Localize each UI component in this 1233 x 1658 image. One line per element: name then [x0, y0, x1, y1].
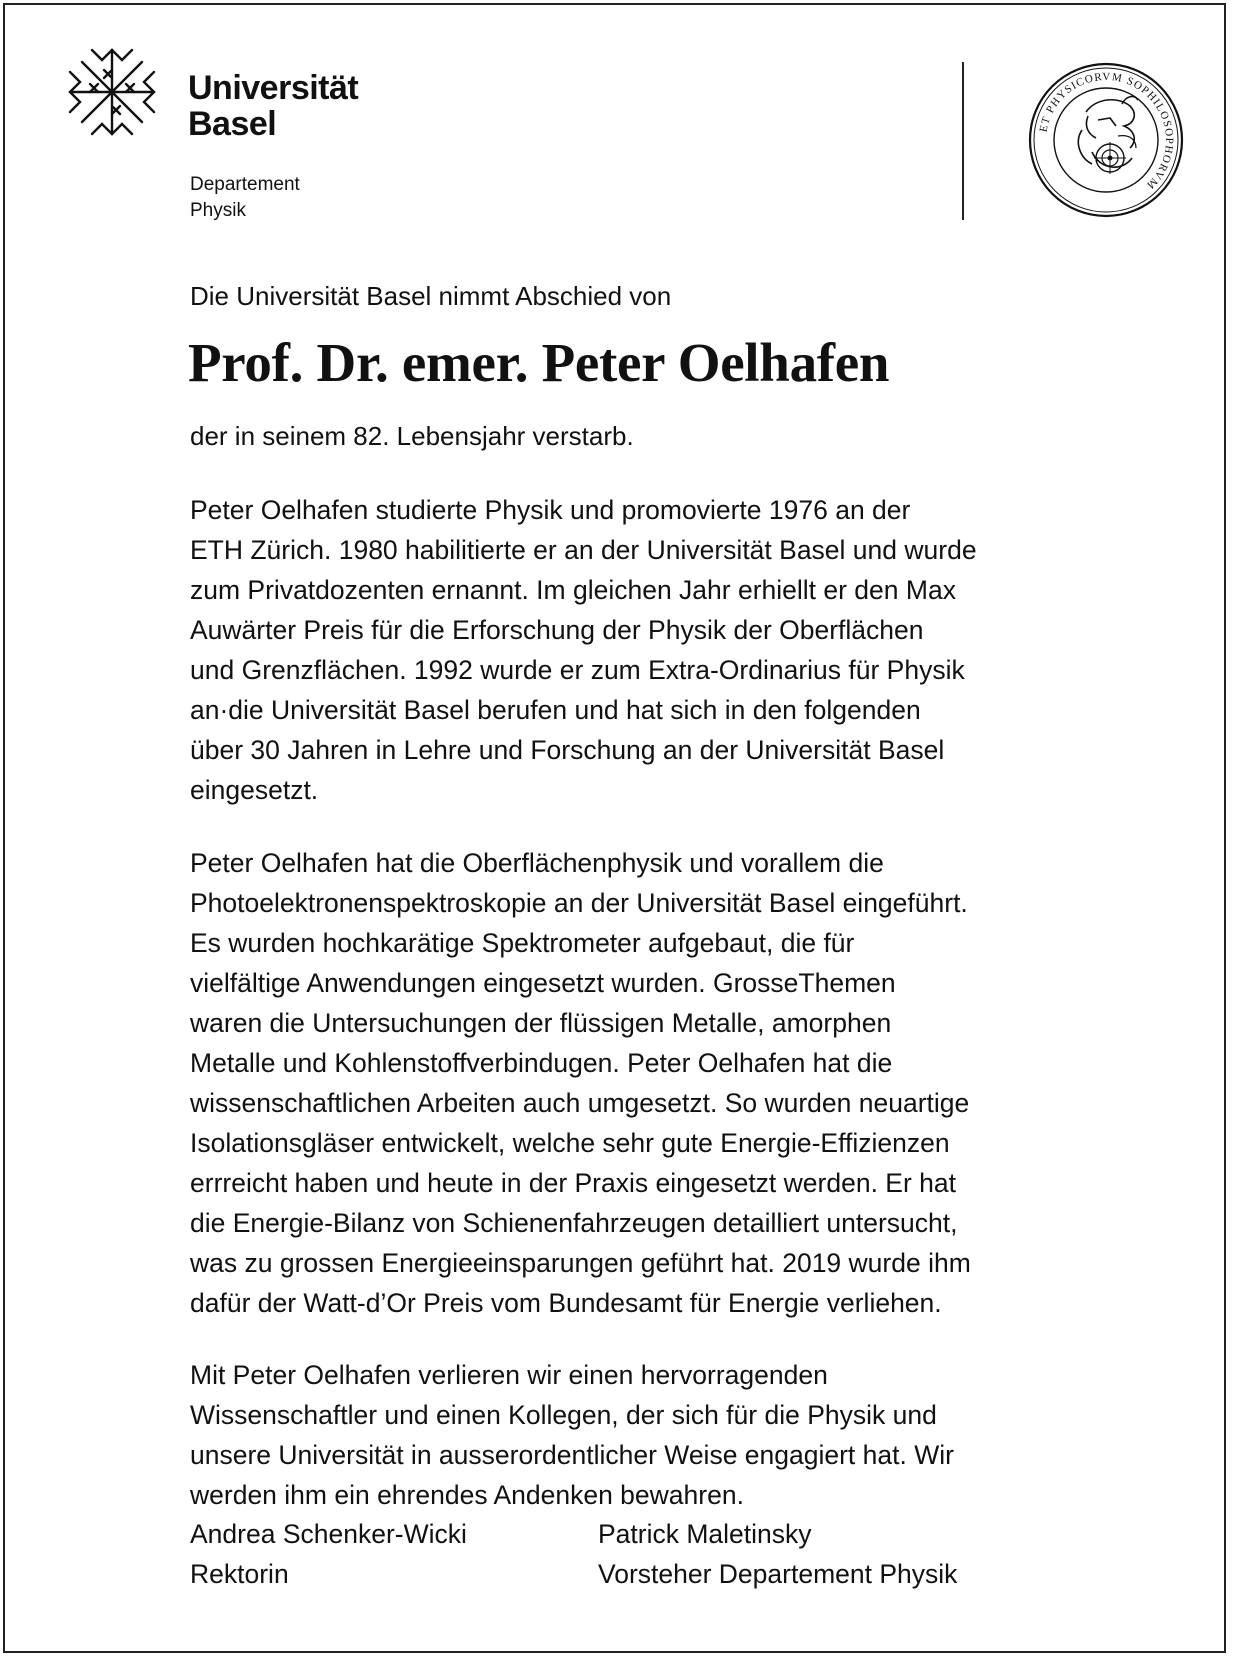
- paragraph-line: über 30 Jahren in Lehre und Forschung an der Universität Basel: [190, 735, 945, 765]
- paragraph-line: vielfältige Anwendungen eingesetzt wurden. GrosseThemen: [190, 968, 896, 998]
- signatory-role: Vorsteher Departement Physik: [598, 1559, 958, 1589]
- svg-text:ET PHYSICORVM SOPHILOSOPHORVM: ET PHYSICORVM SOPHILOSOPHORVM: [1037, 70, 1176, 192]
- paragraph-line: was zu grossen Energieeinsparungen geführt hat. 2019 wurde ihm: [190, 1248, 971, 1278]
- signatory-name: Patrick Maletinsky: [598, 1519, 812, 1549]
- paragraph-line: Photoelektronenspektroskopie an der Universität Basel eingeführt.: [190, 888, 968, 918]
- paragraph-line: Peter Oelhafen studierte Physik und promovierte 1976 an der: [190, 495, 911, 525]
- notice-intro: Die Universität Basel nimmt Abschied von: [190, 281, 672, 311]
- paragraph-line: werden ihm ein ehrendes Andenken bewahren.: [190, 1480, 744, 1510]
- department-line-2: Physik: [190, 200, 246, 221]
- paragraph-line: Isolationsgläser entwickelt, welche sehr gute Energie-Effizienzen: [190, 1128, 950, 1158]
- paragraph-line: Auwärter Preis für die Erforschung der Physik der Oberflächen: [190, 615, 924, 645]
- societas-physicorum-seal-icon: [1026, 60, 1186, 220]
- paragraph-line: Metalle und Kohlenstoffverbindugen. Peter Oelhafen hat die: [190, 1048, 893, 1078]
- closing-paragraph: [190, 1355, 1200, 1515]
- paragraph-line: wissenschaftlichen Arbeiten auch umgesetzt. So wurden neuartige: [190, 1088, 970, 1118]
- paragraph-line: und Grenzflächen. 1992 wurde er zum Extra-Ordinarius für Physik: [190, 655, 965, 685]
- signature-rector: [190, 1514, 467, 1594]
- paragraph-line: Mit Peter Oelhafen verlieren wir einen hervorragenden: [190, 1360, 828, 1390]
- paragraph-line: errreicht haben und heute in der Praxis eingesetzt werden. Er hat: [190, 1168, 957, 1198]
- university-wordmark: [188, 70, 358, 142]
- deceased-name: Prof. Dr. emer. Peter Oelhafen: [188, 332, 890, 393]
- paragraph-line: Es wurden hochkarätige Spektrometer aufgebaut, die für: [190, 928, 855, 958]
- department-label: [190, 172, 300, 224]
- signatory-role: Rektorin: [190, 1559, 289, 1589]
- paragraph-line: an·die Universität Basel berufen und hat sich in den folgenden: [190, 695, 921, 725]
- department-line-1: Departement: [190, 174, 300, 195]
- paragraph-line: eingesetzt.: [190, 775, 319, 805]
- paragraph-line: dafür der Watt-d’Or Preis vom Bundesamt für Energie verliehen.: [190, 1288, 942, 1318]
- biography-paragraph-1: [190, 490, 1200, 810]
- paragraph-line: zum Privatdozenten ernannt. Im gleichen Jahr erhiellt er den Max: [190, 575, 956, 605]
- signature-department-head: [598, 1514, 957, 1594]
- signatory-name: Andrea Schenker-Wicki: [190, 1519, 467, 1549]
- paragraph-line: Peter Oelhafen hat die Oberflächenphysik und vorallem die: [190, 848, 884, 878]
- paragraph-line: ETH Zürich. 1980 habilitierte er an der Universität Basel und wurde: [190, 535, 977, 565]
- header-divider: [962, 62, 964, 220]
- paragraph-line: die Energie-Bilanz von Schienenfahrzeugen detailliert untersucht,: [190, 1208, 958, 1238]
- wordmark-line-2: Basel: [188, 105, 277, 143]
- paragraph-line: Wissenschaftler und einen Kollegen, der sich für die Physik und: [190, 1400, 937, 1430]
- paragraph-line: waren die Untersuchungen der flüssigen Metalle, amorphen: [190, 1008, 892, 1038]
- university-basel-star-logo-icon: [62, 42, 162, 142]
- wordmark-line-1: Universität: [188, 69, 359, 107]
- paragraph-line: unsere Universität in ausserordentlicher Weise engagiert hat. Wir: [190, 1440, 954, 1470]
- biography-paragraph-2: [190, 843, 1200, 1323]
- age-line: der in seinem 82. Lebensjahr verstarb.: [190, 421, 634, 451]
